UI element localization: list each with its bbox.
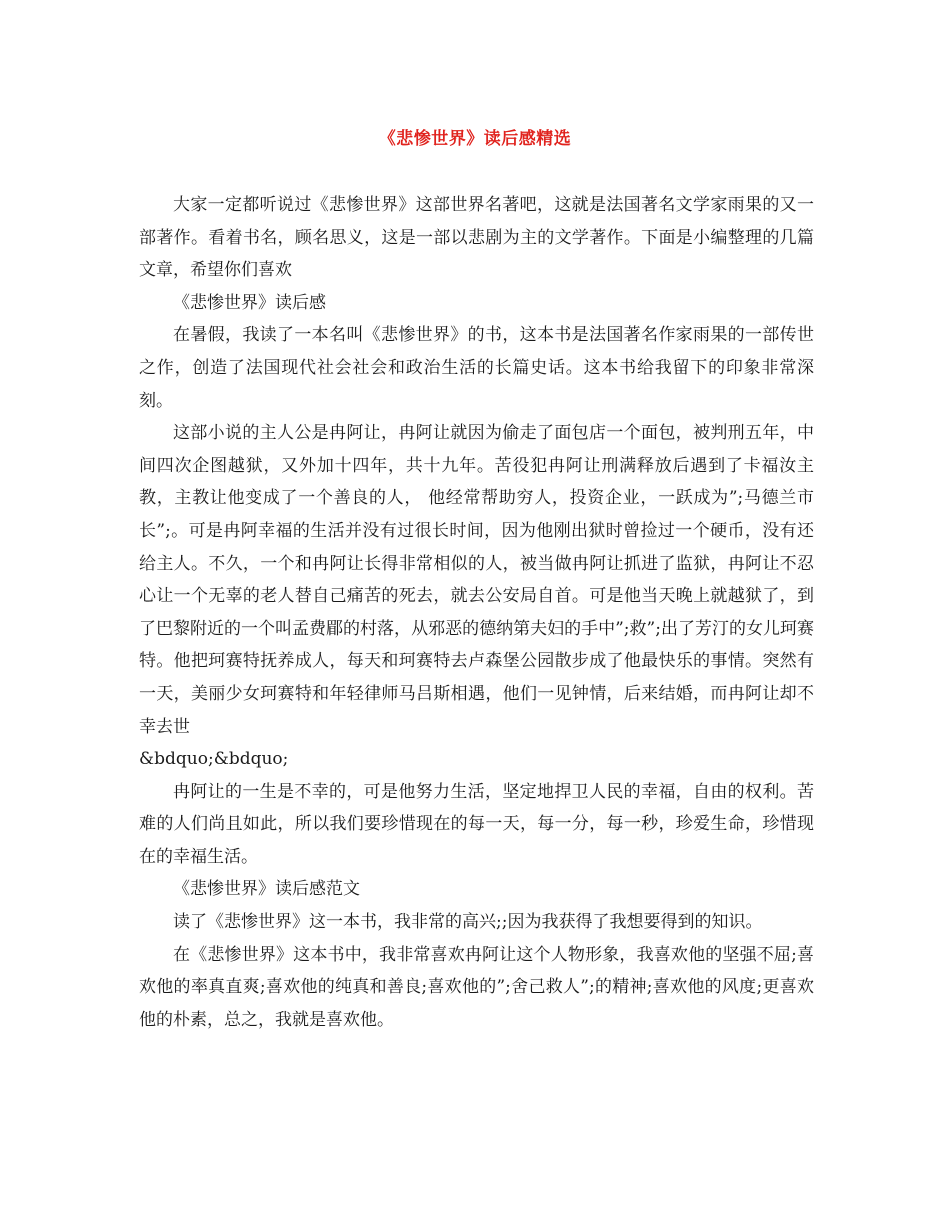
paragraph-plot-summary: 这部小说的主人公是冉阿让，冉阿让就因为偷走了面包店一个面包，被判刑五年，中间四次企图越狱，又外加十四年，共十九年。苦役犯冉阿让刑满释放后遇到了卡福汝主教，主教让他变成了一个善良的人， 他经常帮助穷人，投资企业，一跃成为”;马德兰市长”;。可是冉阿幸福的生活并没有过很长时间，因为他刚出狱时曾捡过一个硬币，没有还给主人。不久，一个和冉阿让长得非常相似的人，被当做冉阿让抓进了监狱，冉阿让不忍心让一个无辜的老人替自己痛苦的死去，就去公安局自首。可是他当天晚上就越狱了，到了巴黎附近的一个叫孟费郿的村落，从邪恶的德纳第夫妇的手中”;救”;出了芳汀的女儿珂赛特。他把珂赛特抚养成人，每天和珂赛特去卢森堡公园散步成了他最快乐的事情。突然有一天，美丽少女珂赛特和年轻律师马吕斯相遇，他们一见钟情，后来结婚，而冉阿让却不幸去世: [139, 423, 814, 737]
document-title: 《悲惨世界》读后感精选: [378, 129, 572, 149]
paragraph-after-reading: 读了《悲惨世界》这一本书，我非常的高兴;;因为我获得了我想要得到的知识。: [173, 912, 763, 933]
paragraph-entity-artifact: &bdquo;&bdquo;: [139, 749, 289, 770]
section-heading-sample-essay: 《悲惨世界》读后感范文: [173, 879, 360, 900]
paragraph-reflection: 冉阿让的一生是不幸的，可是他努力生活，坚定地捍卫人民的幸福，自由的权利。苦难的人们尚且如此，所以我们要珍惜现在的每一天，每一分，每一秒，珍爱生命，珍惜现在的幸福生活。: [139, 781, 814, 867]
section-heading-review: 《悲惨世界》读后感: [173, 292, 326, 313]
paragraph-summer-reading: 在暑假，我读了一本名叫《悲惨世界》的书，这本书是法国著名作家雨果的一部传世之作，创造了法国现代社会社会和政治生活的长篇史话。这本书给我留下的印象非常深刻。: [139, 325, 814, 411]
paragraph-character-praise: 在《悲惨世界》这本书中，我非常喜欢冉阿让这个人物形象，我喜欢他的坚强不屈;喜欢他的率真直爽;喜欢他的纯真和善良;喜欢他的”;舍己救人”;的精神;喜欢他的风度;更喜欢他的朴素，总之，我就是喜欢他。: [139, 944, 814, 1030]
document-body: [139, 189, 814, 1036]
paragraph-intro: 大家一定都听说过《悲惨世界》这部世界名著吧，这就是法国著名文学家雨果的又一部著作。看着书名，顾名思义，这是一部以悲剧为主的文学著作。下面是小编整理的几篇文章，希望你们喜欢: [139, 195, 814, 281]
